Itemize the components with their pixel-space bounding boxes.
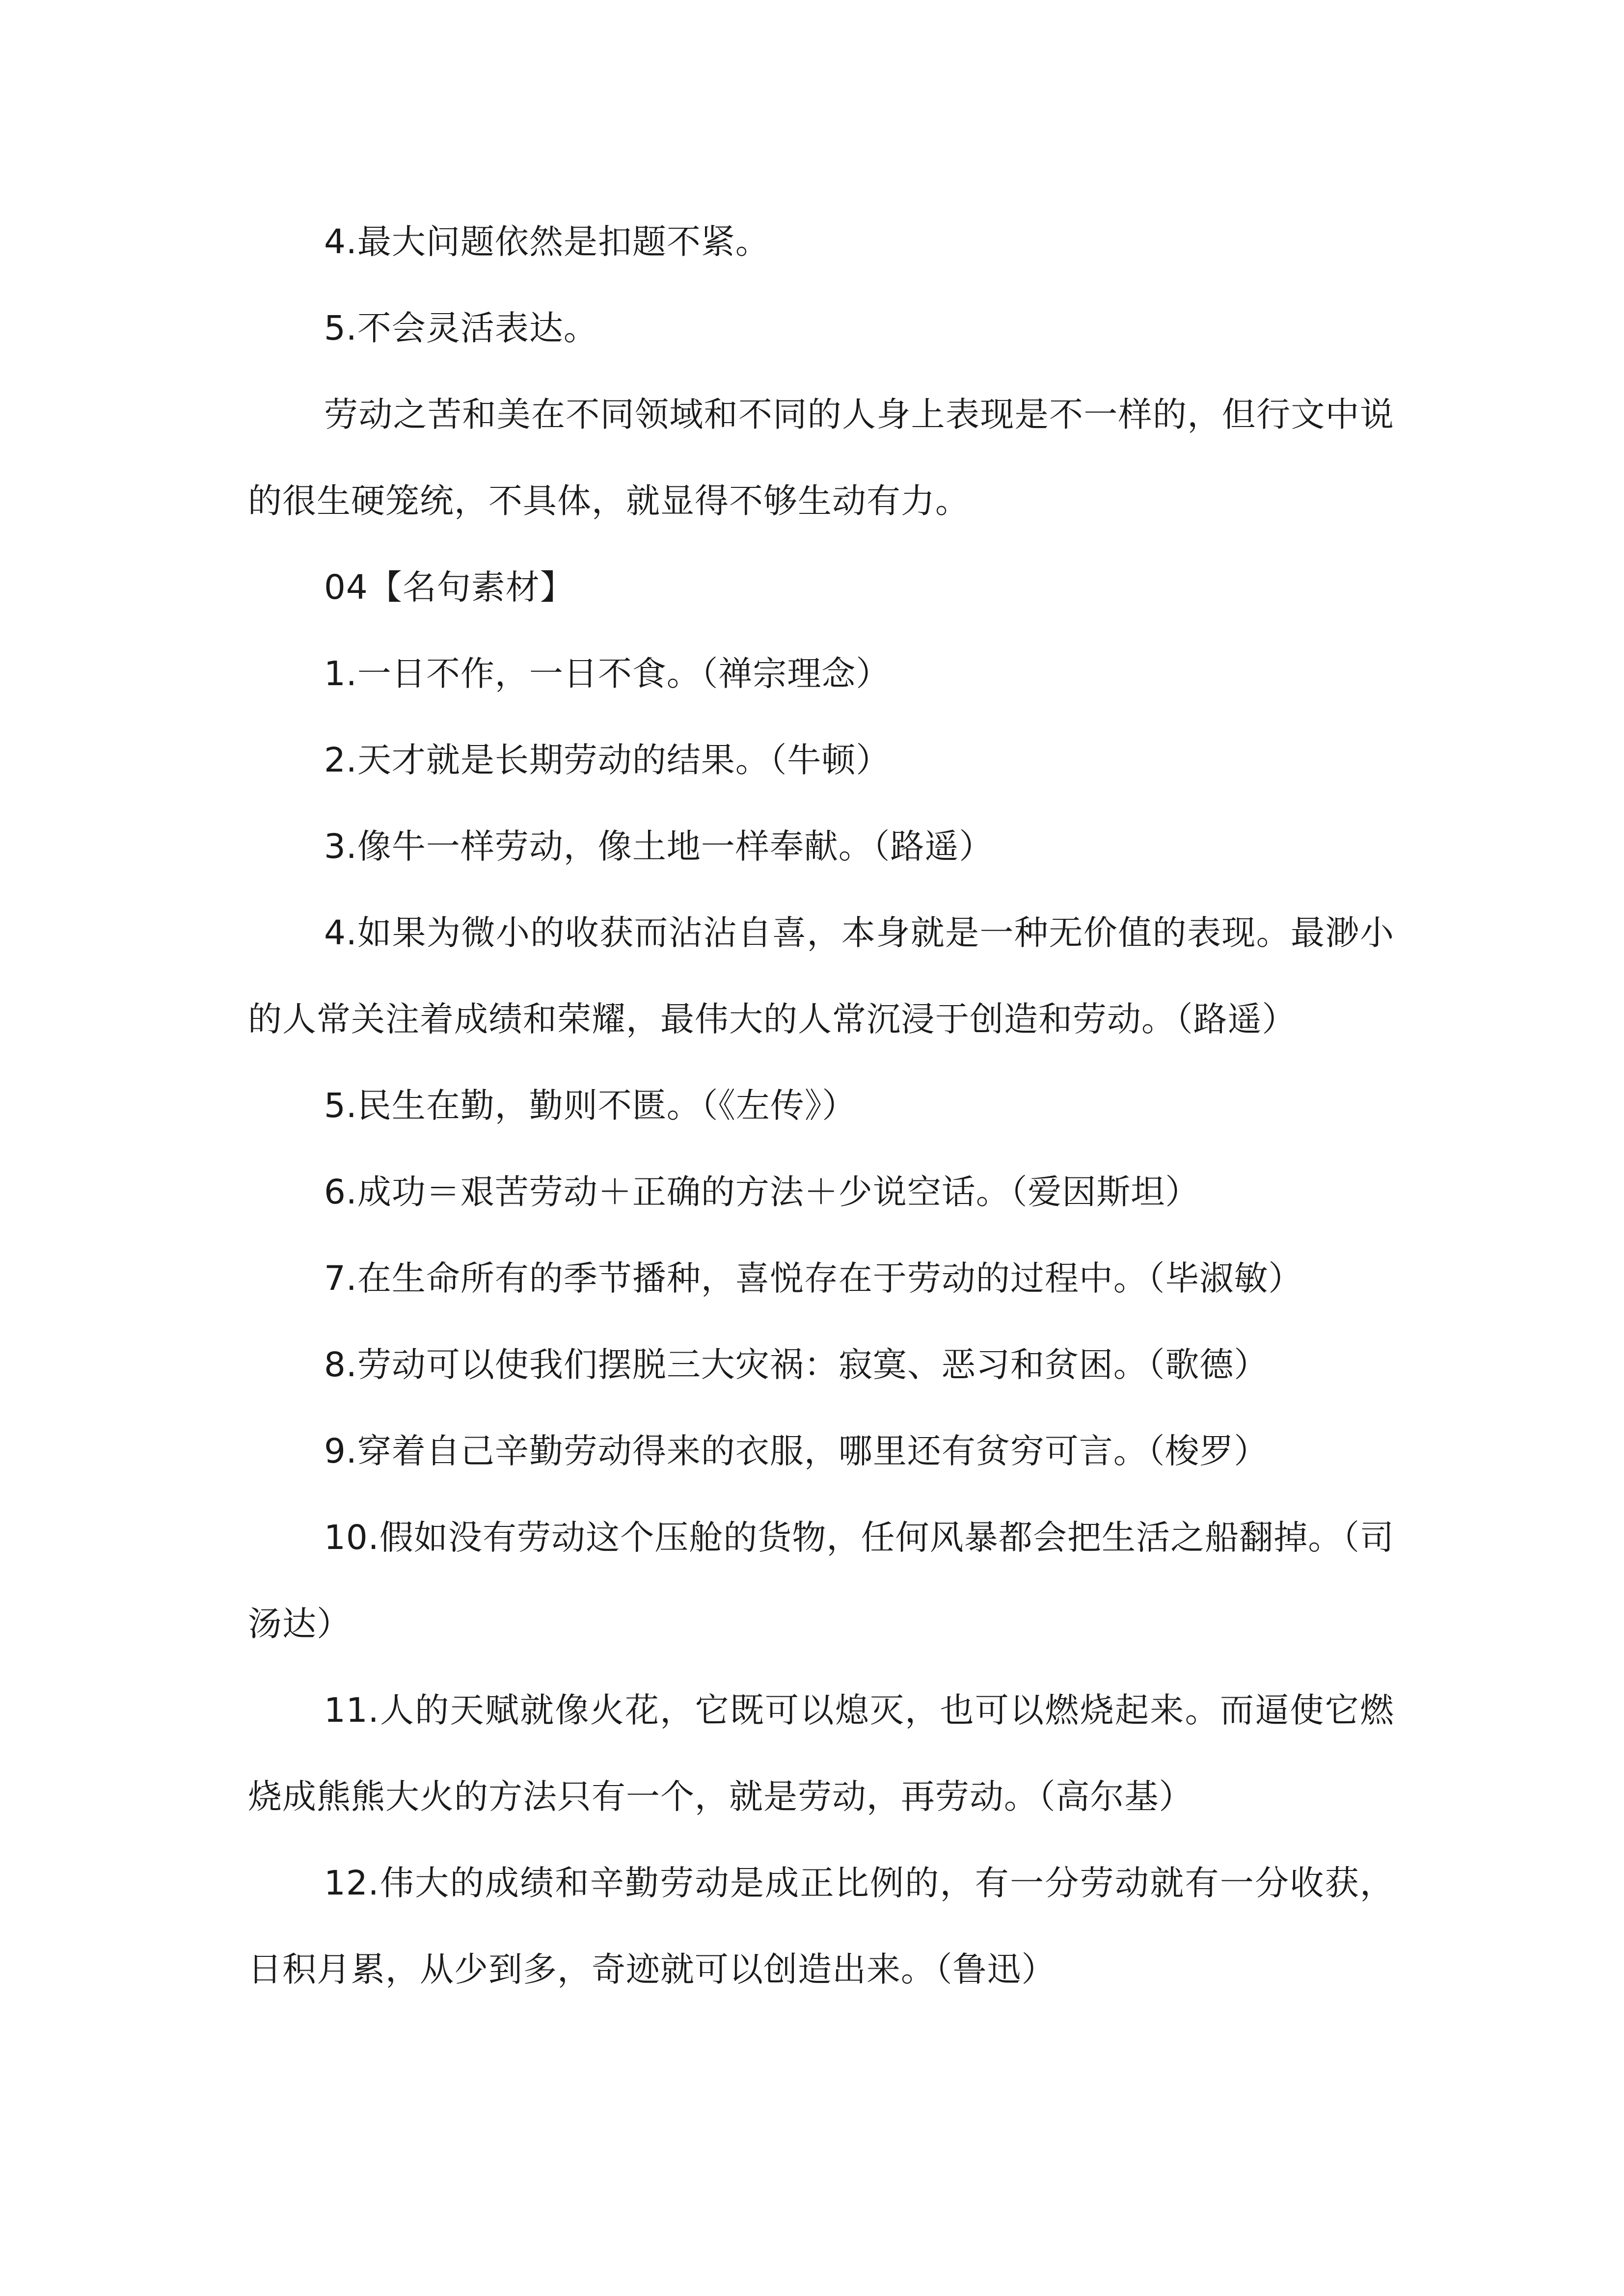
section-heading-quotes: 04【名句素材】 <box>324 568 574 607</box>
quote-item-10: 10.假如没有劳动这个压舱的货物，任何风暴都会把生活之船翻掉。（司汤达） <box>248 1518 1394 1644</box>
quote-item-3: 3.像牛一样劳动，像土地一样奉献。（路遥） <box>324 827 994 866</box>
quote-item-7: 7.在生命所有的季节播种，喜悦存在于劳动的过程中。（毕淑敏） <box>324 1259 1303 1298</box>
document-body <box>248 199 1394 2013</box>
quote-item-1: 1.一日不作，一日不食。（禅宗理念） <box>324 654 891 694</box>
quote-item-11: 11.人的天赋就像火花，它既可以熄灭，也可以燃烧起来。而逼使它燃烧成熊熊大火的方法只有一个，就是劳动，再劳动。（高尔基） <box>248 1691 1394 1816</box>
quote-item-4: 4.如果为微小的收获而沾沾自喜，本身就是一种无价值的表现。最渺小的人常关注着成绩和荣耀，最伟大的人常沉浸于创造和劳动。（路遥） <box>248 913 1394 1039</box>
quote-item-6: 6.成功＝艰苦劳动＋正确的方法＋少说空话。（爱因斯坦） <box>324 1173 1200 1212</box>
paragraph-explanation: 劳动之苦和美在不同领域和不同的人身上表现是不一样的，但行文中说的很生硬笼统，不具体，就显得不够生动有力。 <box>248 395 1394 521</box>
paragraph-problem-4: 4.最大问题依然是扣题不紧。 <box>324 222 770 262</box>
paragraph-problem-5: 5.不会灵活表达。 <box>324 309 598 348</box>
quote-item-12: 12.伟大的成绩和辛勤劳动是成正比例的，有一分劳动就有一分收获，日积月累，从少到多，奇迹就可以创造出来。（鲁迅） <box>248 1864 1394 1989</box>
quote-item-5: 5.民生在勤，勤则不匮。（《左传》） <box>324 1086 857 1125</box>
quote-item-2: 2.天才就是长期劳动的结果。（牛顿） <box>324 741 891 780</box>
quote-item-9: 9.穿着自己辛勤劳动得来的衣服，哪里还有贫穷可言。（梭罗） <box>324 1432 1269 1471</box>
quote-item-8: 8.劳动可以使我们摆脱三大灾祸：寂寞、恶习和贫困。（歌德） <box>324 1345 1269 1385</box>
